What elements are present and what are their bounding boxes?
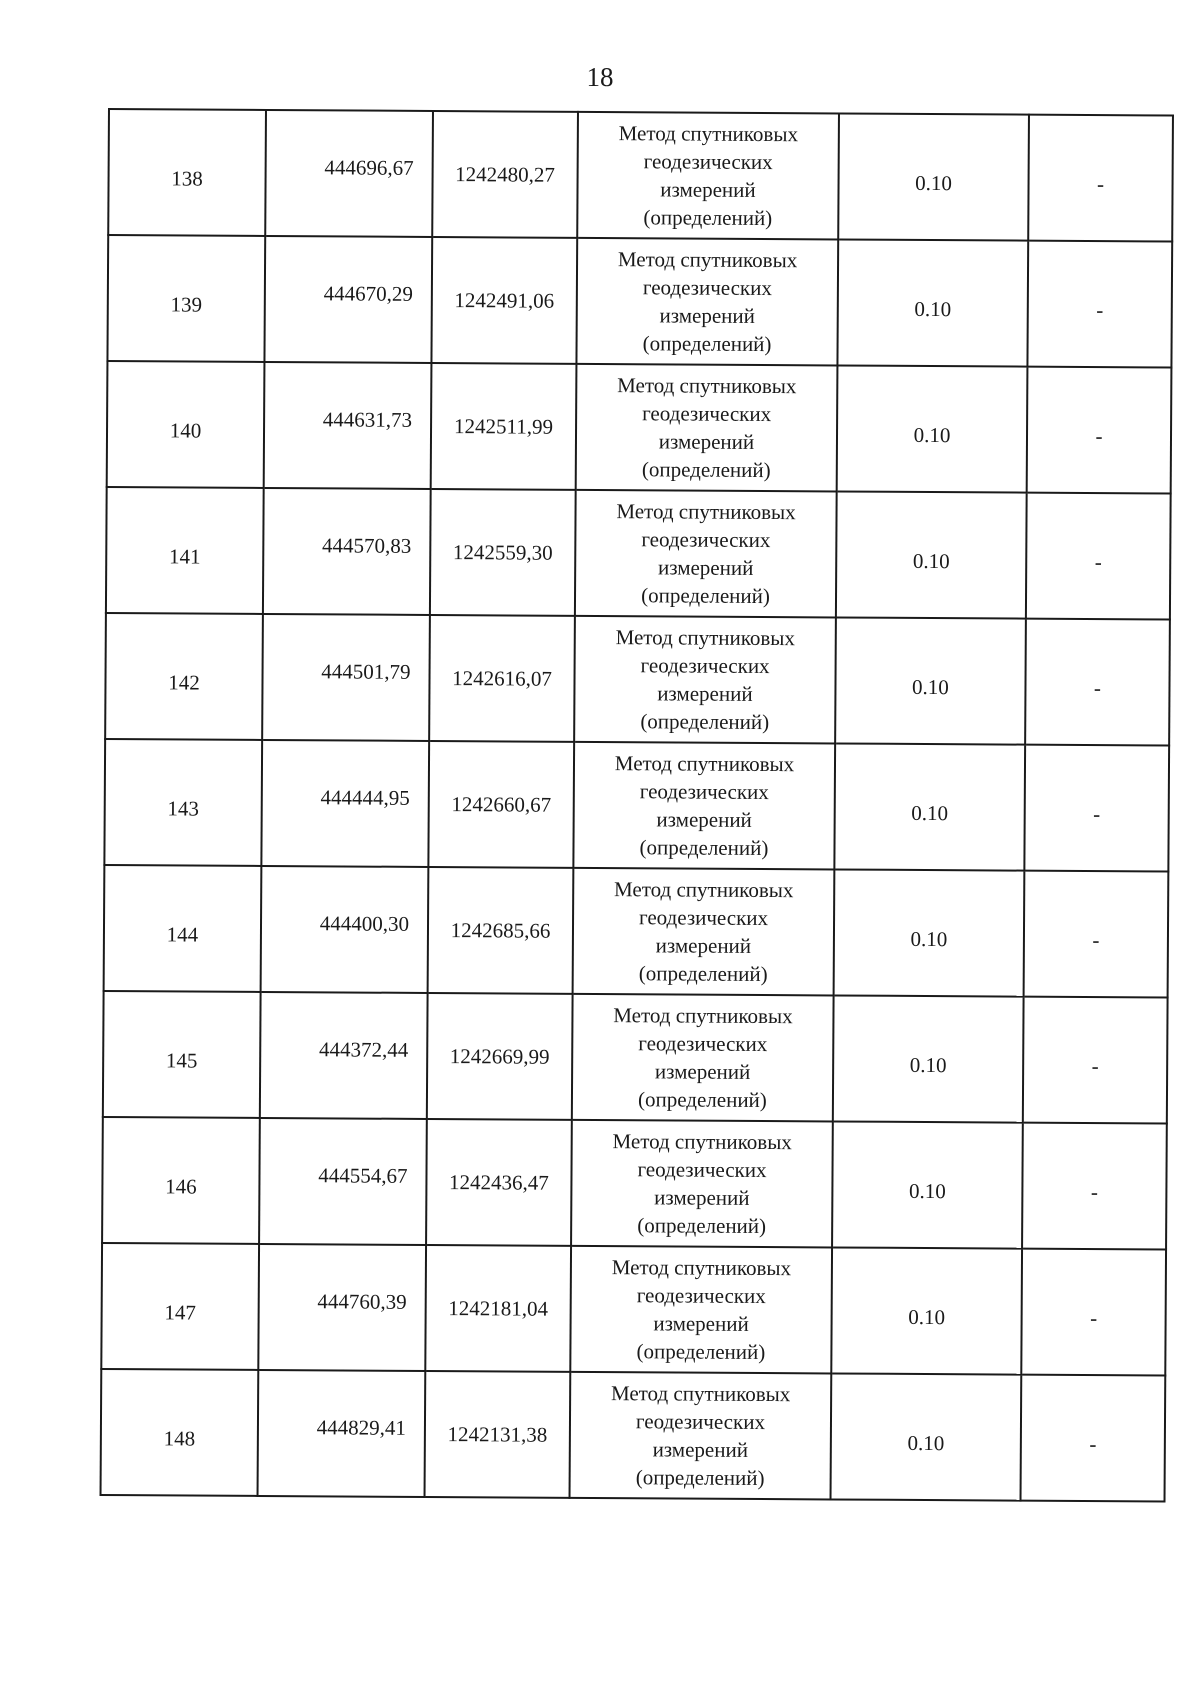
accuracy-cell-text: 0.10 [907,1430,945,1455]
point-number-cell [107,235,265,362]
table-row [106,487,1171,619]
accuracy-cell [834,743,1025,870]
point-number-cell [106,487,264,614]
method-line: Метод спутниковых [616,499,796,525]
note-cell-text: - [1089,1431,1097,1456]
accuracy-cell [831,1247,1022,1374]
x-coordinate-cell [263,488,431,615]
note-cell [1023,997,1168,1124]
table-row [107,235,1172,367]
point-number-cell [107,361,265,488]
x-coordinate-cell [258,1370,426,1497]
method-line: Метод спутниковых [610,1381,791,1407]
method-line: измерений [657,555,754,580]
method-line: (определений) [641,583,770,609]
note-cell [1021,1249,1166,1376]
accuracy-cell-text: 0.10 [912,548,950,573]
method-line: Метод спутниковых [613,877,794,903]
point-number-cell-text: 139 [170,291,203,317]
method-line: геодезических [636,1283,766,1309]
x-coordinate-cell-text: 444570,83 [322,532,412,558]
y-coordinate-cell-text: 1242669,99 [449,1043,550,1069]
y-coordinate-cell [429,615,575,742]
table-row [103,991,1168,1123]
method-line: Метод спутниковых [617,373,797,399]
y-coordinate-cell-text: 1242616,07 [452,665,552,691]
method-line: измерений [659,303,756,328]
accuracy-cell-text: 0.10 [910,926,948,951]
method-line: (определений) [637,1087,767,1113]
method-cell [572,994,834,1122]
x-coordinate-cell [264,236,432,363]
y-coordinate-cell-text: 1242660,67 [451,791,552,817]
note-cell [1028,115,1173,242]
note-cell [1022,1123,1167,1250]
method-line: (определений) [637,1213,767,1239]
x-coordinate-cell [260,992,428,1119]
method-cell [576,364,838,492]
accuracy-cell [837,239,1028,366]
y-coordinate-cell [430,489,576,616]
point-number-cell-text: 140 [169,417,202,443]
note-cell [1024,745,1169,872]
y-coordinate-cell-text: 1242685,66 [450,917,551,943]
method-line: Метод спутниковых [614,751,795,777]
accuracy-cell [833,995,1024,1122]
x-coordinate-cell-text: 444670,29 [323,280,413,306]
method-line: измерений [652,1437,749,1462]
accuracy-cell-text: 0.10 [912,674,949,699]
y-coordinate-cell [425,1245,571,1372]
y-coordinate-cell [428,741,574,868]
method-line: Метод спутниковых [613,1003,793,1029]
method-line: (определений) [643,205,773,231]
method-line: геодезических [638,905,769,931]
table-row [104,865,1169,997]
note-cell-text: - [1093,675,1102,700]
method-line: (определений) [638,961,768,987]
table-row [101,1243,1166,1375]
method-line: измерений [655,933,752,958]
y-coordinate-cell [426,1119,572,1246]
page-number: 18 [586,62,614,92]
point-number-cell-text: 142 [168,669,200,695]
method-line: Метод спутниковых [612,1129,792,1155]
y-coordinate-cell-text: 1242436,47 [448,1169,549,1195]
point-number-cell-text: 138 [171,165,203,191]
table-row [101,1369,1166,1501]
x-coordinate-cell [258,1244,426,1371]
y-coordinate-cell-text: 1242131,38 [447,1421,548,1447]
x-coordinate-cell-text: 444829,41 [316,1414,407,1440]
note-cell [1025,619,1170,746]
x-coordinate-cell-text: 444696,67 [324,154,414,180]
x-coordinate-cell-text: 444444,95 [320,784,410,810]
method-cell [577,112,839,240]
method-cell [576,238,838,366]
note-cell-text: - [1093,801,1101,826]
method-line: геодезических [640,653,770,679]
note-cell-text: - [1090,1305,1098,1330]
note-cell-text: - [1090,1179,1098,1204]
point-number-cell [104,865,262,992]
point-number-cell [104,739,262,866]
point-number-cell [101,1369,259,1496]
note-cell [1024,871,1169,998]
table-row [108,109,1173,241]
point-number-cell [101,1243,259,1370]
point-number-cell-text: 144 [166,921,199,947]
method-cell [573,742,835,870]
table-row [104,739,1169,871]
y-coordinate-cell-text: 1242511,99 [453,413,554,439]
method-line: геодезических [635,1409,766,1435]
method-line: геодезических [642,275,772,301]
note-cell [1021,1375,1166,1502]
note-cell [1026,493,1171,620]
y-coordinate-cell-text: 1242559,30 [452,539,553,565]
method-line: Метод спутниковых [615,625,796,651]
y-coordinate-cell-text: 1242480,27 [455,161,556,187]
method-line: измерений [660,177,756,202]
accuracy-cell-text: 0.10 [914,296,952,321]
accuracy-cell [837,365,1028,492]
accuracy-cell-text: 0.10 [908,1304,946,1329]
method-line: (определений) [642,331,772,357]
method-cell [573,868,835,996]
x-coordinate-cell-text: 444760,39 [317,1288,407,1314]
y-coordinate-cell-text: 1242181,04 [448,1295,549,1321]
x-coordinate-cell [262,614,430,741]
accuracy-cell-text: 0.10 [915,170,953,195]
point-number-cell-text: 148 [163,1425,196,1451]
method-line: (определений) [640,709,770,735]
method-line: (определений) [641,457,771,483]
y-coordinate-cell [425,1371,571,1498]
accuracy-cell-text: 0.10 [908,1178,946,1203]
accuracy-cell [832,1121,1023,1248]
table-row [107,361,1172,493]
point-number-cell-text: 145 [165,1047,198,1073]
note-cell-text: - [1091,1053,1099,1078]
x-coordinate-cell [261,740,429,867]
method-line: геодезических [639,779,769,805]
method-line: измерений [654,1185,750,1210]
coordinates-table-body [101,109,1173,1501]
point-number-cell [105,613,263,740]
method-line: (определений) [635,1465,765,1491]
point-number-cell-text: 143 [167,795,200,821]
point-number-cell-text: 141 [168,543,201,569]
accuracy-cell [831,1373,1022,1500]
method-line: геодезических [638,1031,768,1057]
y-coordinate-cell [428,867,574,994]
accuracy-cell [835,617,1026,744]
x-coordinate-cell [259,1118,427,1245]
method-line: геодезических [643,149,773,175]
method-line: геодезических [642,401,772,427]
note-cell-text: - [1092,927,1100,952]
accuracy-cell-text: 0.10 [909,1052,947,1077]
method-line: (определений) [636,1339,766,1365]
method-line: геодезических [637,1157,767,1183]
note-cell-text: - [1096,171,1105,196]
accuracy-cell-text: 0.10 [913,422,951,447]
x-coordinate-cell-text: 444631,73 [322,406,413,432]
method-cell [574,616,836,744]
note-cell-text: - [1095,423,1103,448]
x-coordinate-cell-text: 444400,30 [319,910,410,936]
table-row [105,613,1170,745]
y-coordinate-cell [427,993,573,1120]
x-coordinate-cell-text: 444501,79 [321,658,411,684]
method-cell [571,1120,833,1248]
y-coordinate-cell [431,363,577,490]
point-number-cell-text: 146 [165,1173,197,1199]
y-coordinate-cell [431,237,577,364]
accuracy-cell [836,491,1027,618]
point-number-cell [102,1117,260,1244]
note-cell [1027,367,1172,494]
method-line: геодезических [641,527,771,553]
method-line: измерений [654,1059,751,1084]
method-line: Метод спутниковых [618,121,799,147]
accuracy-cell [834,869,1025,996]
method-line: измерений [656,807,752,832]
x-coordinate-cell [265,110,433,237]
x-coordinate-cell [264,362,432,489]
y-coordinate-cell-text: 1242491,06 [454,287,555,313]
method-cell [570,1372,832,1500]
point-number-cell-text: 147 [164,1299,196,1325]
accuracy-cell-text: 0.10 [911,800,949,825]
method-line: (определений) [639,835,769,861]
method-cell [570,1246,832,1374]
method-line: Метод спутниковых [611,1255,792,1281]
point-number-cell [108,109,266,236]
accuracy-cell [838,113,1029,240]
method-line: Метод спутниковых [617,247,798,273]
method-line: измерений [658,429,755,454]
x-coordinate-cell-text: 444372,44 [318,1036,409,1062]
method-cell [575,490,837,618]
y-coordinate-cell [432,111,578,238]
x-coordinate-cell [261,866,429,993]
table-row [102,1117,1167,1249]
x-coordinate-cell-text: 444554,67 [318,1162,408,1188]
coordinates-table [100,108,1174,1502]
note-cell [1027,241,1172,368]
point-number-cell [103,991,261,1118]
note-cell-text: - [1094,549,1102,574]
note-cell-text: - [1096,297,1104,322]
method-line: измерений [657,681,753,706]
method-line: измерений [653,1311,749,1336]
